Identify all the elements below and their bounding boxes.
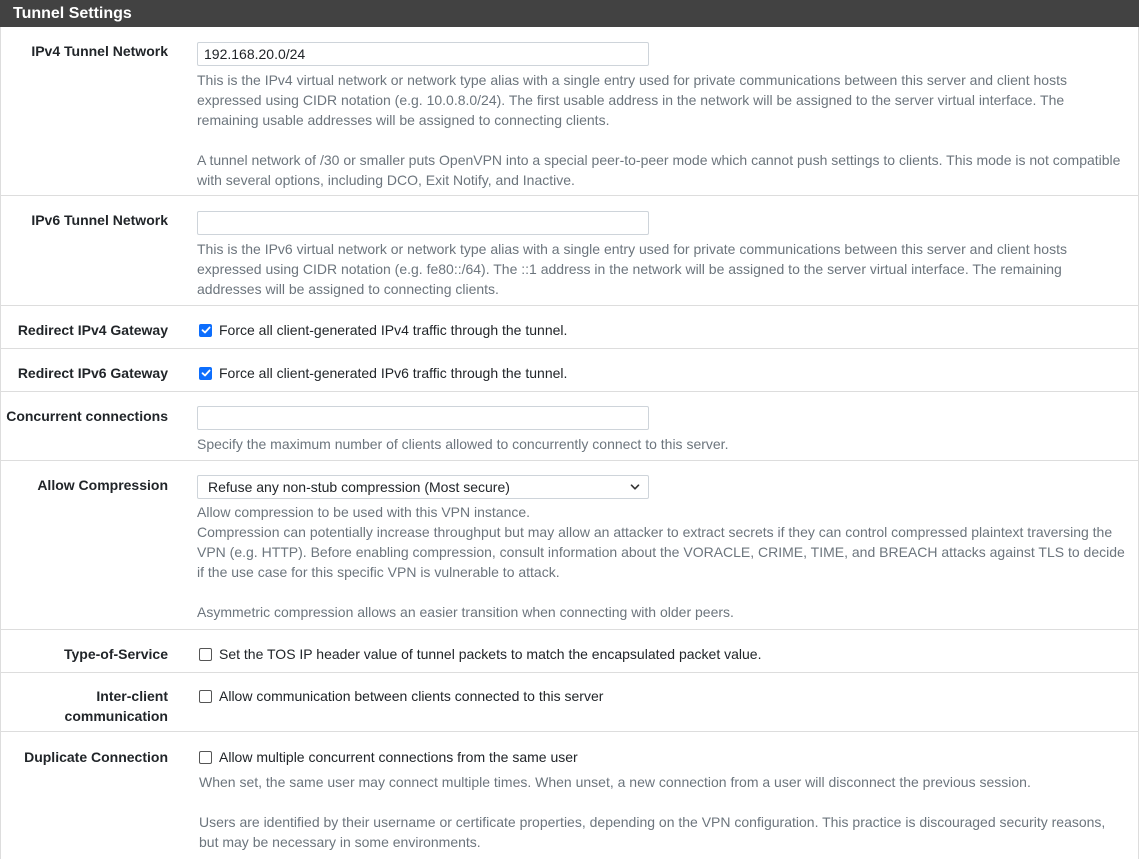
duplicate-connection-label: Duplicate Connection [24,749,168,765]
allow-compression-label: Allow Compression [37,477,168,493]
row-type-of-service [1,630,1138,673]
row-duplicate-connection [1,732,1138,859]
duplicate-connection-checkbox[interactable] [199,751,212,764]
inter-client-communication-checkbox[interactable] [199,690,212,703]
inter-client-communication-control [181,673,1138,731]
ipv4-tunnel-network-help [197,70,1128,190]
panel-title: Tunnel Settings [0,0,1139,27]
row-ipv6-tunnel-network [1,196,1138,306]
allow-compression-selected-value: Refuse any non-stub compression (Most secure) [208,479,510,495]
duplicate-connection-checkbox-row [199,747,1128,767]
ipv6-tunnel-network-label: IPv6 Tunnel Network [31,212,168,228]
type-of-service-checkbox[interactable] [199,648,212,661]
duplicate-help-text-1: When set, the same user may connect multiple times. When unset, a new connection from a user will disconnect the previous session. [199,774,1031,790]
inter-client-communication-text: Allow communication between clients connected to this server [219,688,604,704]
row-ipv4-tunnel-network [1,27,1138,196]
redirect-ipv6-gateway-control [181,349,1138,391]
ipv4-tunnel-network-control [181,27,1138,195]
ipv6-tunnel-network-input[interactable] [197,211,649,235]
ipv4-help-text-1: This is the IPv4 virtual network or network type alias with a single entry used for private communications between this server and client hosts expressed using CIDR notation (e.g. 10.0.8.0/24). The first usable address in the network will be assigned to the server virtual interface. The remaining usable addresses will be assigned to connecting clients. [197,72,1067,128]
compression-help-text-3: Asymmetric compression allows an easier transition when connecting with older peers. [197,604,734,620]
ipv4-help-text-2: A tunnel network of /30 or smaller puts OpenVPN into a special peer-to-peer mode which cannot push settings to clients. This mode is not compatible with several options, including DCO, Exit Notify, and Inactive. [197,152,1121,188]
concurrent-connections-help: Specify the maximum number of clients allowed to concurrently connect to this server. [197,436,729,452]
redirect-ipv4-gateway-text: Force all client-generated IPv4 traffic through the tunnel. [219,322,568,338]
concurrent-connections-control [181,392,1138,460]
duplicate-connection-text: Allow multiple concurrent connections from the same user [219,749,578,765]
compression-help-text-1: Allow compression to be used with this VPN instance. [197,504,531,520]
ipv6-tunnel-network-help: This is the IPv6 virtual network or network type alias with a single entry used for private communications between this server and client hosts expressed using CIDR notation (e.g. fe80::/64). The ::1 address in the network will be assigned to the server virtual interface. The remaining addresses will be assigned to connecting clients. [197,241,1067,297]
redirect-ipv6-gateway-label: Redirect IPv6 Gateway [17,365,168,381]
row-redirect-ipv4-gateway [1,306,1138,349]
panel-body [0,27,1139,859]
duplicate-help-text-2: Users are identified by their username or certificate properties, depending on the VPN configuration. This practice is discouraged security reasons, but may be necessary in some environments. [199,814,1106,850]
type-of-service-checkbox-row [199,644,1128,664]
redirect-ipv4-gateway-checkbox-row [199,320,1128,340]
inter-client-label-line-2: communication [64,708,168,724]
redirect-ipv6-gateway-checkbox-row [199,363,1128,383]
row-concurrent-connections [1,392,1138,461]
redirect-ipv4-gateway-control [181,306,1138,348]
type-of-service-label: Type-of-Service [64,646,168,662]
type-of-service-control [181,630,1138,672]
type-of-service-text: Set the TOS IP header value of tunnel packets to match the encapsulated packet value. [219,646,762,662]
inter-client-communication-label [1,673,181,731]
allow-compression-help [197,502,1128,622]
redirect-ipv6-gateway-checkbox[interactable] [199,367,212,380]
row-inter-client-communication [1,673,1138,732]
row-redirect-ipv6-gateway [1,349,1138,392]
allow-compression-select[interactable] [197,475,649,499]
redirect-ipv6-gateway-text: Force all client-generated IPv6 traffic through the tunnel. [219,365,568,381]
row-allow-compression [1,461,1138,630]
ipv4-tunnel-network-input[interactable] [197,42,649,66]
ipv6-tunnel-network-control [181,196,1138,305]
compression-help-text-2: Compression can potentially increase throughput but may allow an attacker to extract secrets if they can control compressed plaintext traversing the VPN (e.g. HTTP). Before enabling compression, consult information about the VORACLE, CRIME, TIME, and BREACH attacks against TLS to decide if the use case for this specific VPN is vulnerable to attack. [197,524,1125,580]
ipv4-tunnel-network-label: IPv4 Tunnel Network [31,43,168,59]
checkmark-icon [201,368,211,378]
concurrent-connections-label: Concurrent connections [6,408,168,424]
concurrent-connections-input[interactable] [197,406,649,430]
redirect-ipv4-gateway-label: Redirect IPv4 Gateway [17,322,168,338]
inter-client-label-line-1: Inter-client [96,688,168,704]
duplicate-connection-help [199,772,1128,852]
checkmark-icon [201,325,211,335]
redirect-ipv4-gateway-checkbox[interactable] [199,324,212,337]
chevron-down-icon [630,482,640,492]
duplicate-connection-control [181,732,1138,859]
inter-client-communication-checkbox-row [199,686,1128,706]
allow-compression-control [181,461,1138,629]
